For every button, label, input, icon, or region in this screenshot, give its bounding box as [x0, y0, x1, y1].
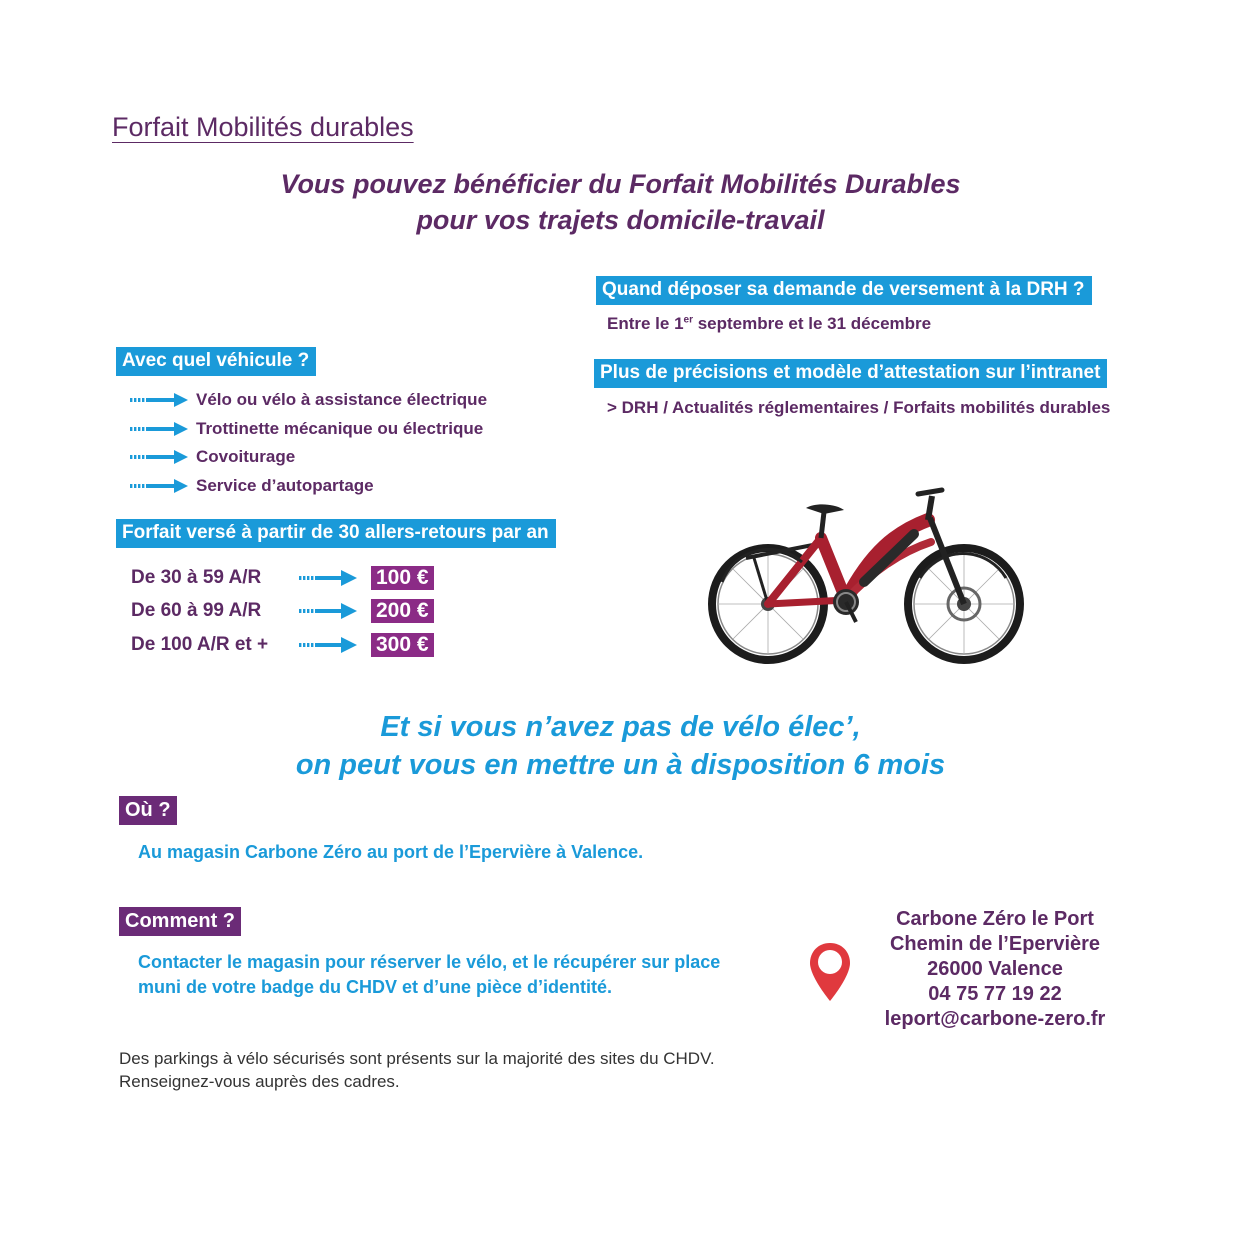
footer-line-2: Renseignez-vous auprès des cadres.: [119, 1072, 400, 1091]
tier-range: De 60 à 99 A/R: [131, 600, 262, 622]
vehicles-heading: Avec quel véhicule ?: [116, 347, 316, 376]
headline-line-1: Vous pouvez bénéficier du Forfait Mobilités Durables: [280, 169, 961, 199]
details-path: > DRH / Actualités réglementaires / Forfaits mobilités durables: [607, 398, 1111, 417]
where-text: Au magasin Carbone Zéro au port de l’Epervière à Valence.: [138, 842, 644, 862]
vehicle-label: Trottinette mécanique ou électrique: [196, 418, 484, 438]
contact-address: [865, 907, 1125, 1032]
contact-street: Chemin de l’Epervière: [889, 933, 1101, 955]
location-pin-icon: [808, 941, 852, 1003]
how-heading: Comment ?: [119, 907, 241, 936]
when-heading: Quand déposer sa demande de versement à la DRH ?: [596, 276, 1092, 305]
contact-email: leport@carbone-zero.fr: [884, 1008, 1106, 1030]
page-title: Forfait Mobilités durables: [112, 112, 414, 142]
vehicle-label: Vélo ou vélo à assistance électrique: [196, 390, 488, 410]
forfait-tiers: [131, 561, 434, 662]
vehicle-label: Service d’autopartage: [196, 475, 374, 495]
tier-amount: 100 €: [371, 566, 434, 590]
headline-line-2: pour vos trajets domicile-travail: [416, 205, 825, 235]
electric-bike-image: [706, 482, 1028, 672]
tier-amount: 200 €: [371, 599, 434, 623]
vehicles-list: [128, 386, 487, 500]
how-line-1: Contacter le magasin pour réserver le vélo, et le récupérer sur place: [138, 952, 721, 972]
headline: [0, 166, 1241, 238]
dotted-arrow-icon: [128, 392, 188, 408]
list-item: [128, 415, 487, 444]
footer-note: [119, 1047, 715, 1093]
how-line-2: muni de votre badge du CHDV et d’une pièce d’identité.: [138, 977, 613, 997]
tier-row: [131, 628, 434, 662]
where-heading: Où ?: [119, 796, 177, 825]
dotted-arrow-icon: [128, 478, 188, 494]
details-heading: Plus de précisions et modèle d’attestation sur l’intranet: [594, 359, 1107, 388]
vehicle-label: Covoiturage: [196, 447, 296, 467]
forfait-heading: Forfait versé à partir de 30 allers-retours par an: [116, 519, 556, 548]
tier-amount: 300 €: [371, 633, 434, 657]
how-text: [138, 950, 720, 1000]
list-item: [128, 386, 487, 415]
contact-name: Carbone Zéro le Port: [896, 908, 1094, 930]
dotted-arrow-icon: [297, 636, 357, 654]
footer-line-1: Des parkings à vélo sécurisés sont présents sur la majorité des sites du CHDV.: [119, 1049, 715, 1068]
contact-city: 26000 Valence: [927, 958, 1063, 980]
contact-phone: 04 75 77 19 22: [928, 983, 1062, 1005]
dotted-arrow-icon: [297, 602, 357, 620]
tier-row: [131, 595, 434, 629]
dotted-arrow-icon: [128, 421, 188, 437]
dotted-arrow-icon: [128, 449, 188, 465]
dotted-arrow-icon: [297, 569, 357, 587]
tier-row: [131, 561, 434, 595]
tier-range: De 30 à 59 A/R: [131, 566, 262, 588]
offer-line-2: on peut vous en mettre un à disposition 6 mois: [295, 749, 946, 781]
list-item: [128, 472, 487, 501]
tier-range: De 100 A/R et +: [131, 633, 269, 655]
offer-headline: [0, 708, 1241, 784]
list-item: [128, 443, 487, 472]
offer-line-1: Et si vous n’avez pas de vélo élec’,: [380, 711, 861, 743]
when-text: Entre le 1er septembre et le 31 décembre: [607, 314, 932, 333]
